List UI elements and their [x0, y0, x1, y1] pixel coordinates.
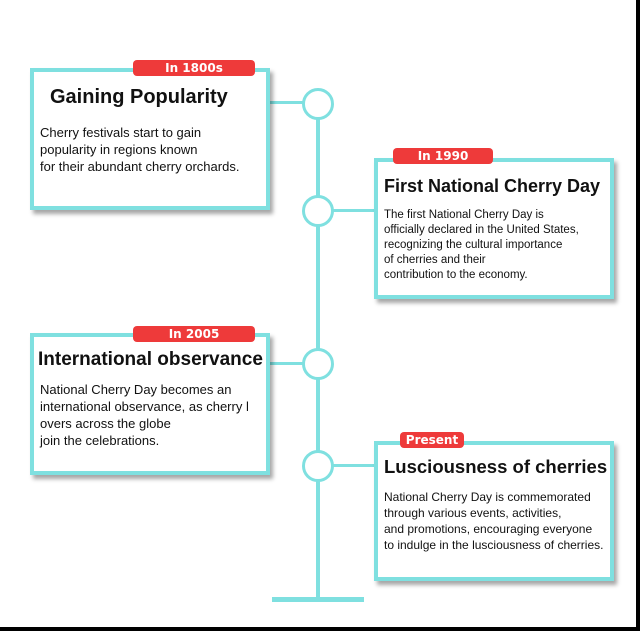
event-date-badge: In 1990 — [393, 148, 493, 164]
event-date-badge: Present — [400, 432, 464, 448]
event-description: Cherry festivals start to gain popularity in regions known for their abundant cherry orchards. — [40, 125, 240, 174]
connector-3 — [266, 362, 304, 365]
event-card-4 — [374, 441, 614, 581]
event-title: Lusciousness of cherries — [384, 456, 608, 477]
event-title: Gaining Popularity — [50, 86, 228, 108]
timeline-base — [272, 597, 364, 602]
event-date-badge: In 2005 — [133, 326, 255, 342]
timeline-node-2 — [302, 195, 334, 227]
connector-2 — [332, 209, 375, 212]
event-card-2 — [374, 158, 614, 299]
event-title: First National Cherry Day — [384, 176, 601, 196]
event-description: National Cherry Day is commemorated through various events, activities, and promotions, encouraging everyone to indulge in the lusciousness of cherries. — [384, 490, 604, 552]
connector-4 — [332, 464, 375, 467]
timeline-node-3 — [302, 348, 334, 380]
timeline-node-1 — [302, 88, 334, 120]
event-description: The first National Cherry Day is officially declared in the United States, recognizing the cultural importance of cherries and their contribution to the economy. — [384, 209, 579, 281]
event-card-3 — [30, 333, 270, 475]
event-description: National Cherry Day becomes an international observance, as cherry l overs across the globe join the celebrations. — [40, 382, 249, 448]
connector-1 — [266, 101, 304, 104]
event-title: International observance — [38, 349, 263, 370]
event-date-badge: In 1800s — [133, 60, 255, 76]
event-card-1 — [30, 68, 270, 210]
timeline-node-4 — [302, 450, 334, 482]
